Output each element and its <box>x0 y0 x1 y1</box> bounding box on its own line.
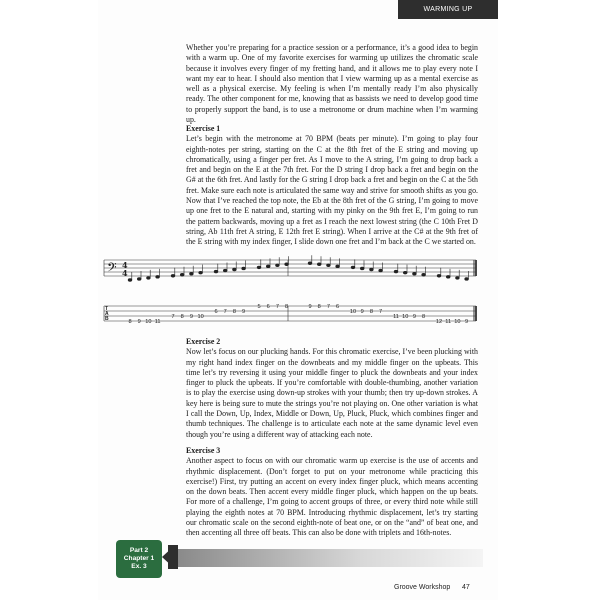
note-head <box>413 272 417 275</box>
note-head <box>317 263 321 266</box>
video-camera-body <box>168 545 178 569</box>
note-head <box>379 269 383 272</box>
tab-number: 10 <box>454 319 461 325</box>
note-head <box>456 277 460 280</box>
gradient-bar <box>178 549 483 567</box>
tab-number: 9 <box>242 309 246 315</box>
tab-number: 8 <box>422 314 426 320</box>
tab-number: 7 <box>275 304 279 310</box>
note-head <box>171 274 175 277</box>
time-signature-top: 4 <box>122 260 128 270</box>
note-head <box>214 270 218 273</box>
note-head <box>327 264 331 267</box>
exercise-2 <box>186 337 478 440</box>
tab-number: 7 <box>326 304 330 310</box>
tab-label-a: A <box>105 311 109 317</box>
note-head <box>308 262 312 265</box>
tab-number: 9 <box>360 309 364 315</box>
tab-number: 10 <box>402 314 409 320</box>
note-head <box>403 271 407 274</box>
footer-book-title: Groove Workshop <box>394 584 451 591</box>
tab-number: 6 <box>336 304 340 310</box>
exercise-1 <box>186 124 478 248</box>
exercise-3-heading: Exercise 3 <box>186 446 221 455</box>
exercise-1-heading: Exercise 1 <box>186 124 221 133</box>
tab-number: 7 <box>171 314 175 320</box>
video-reference-badge <box>116 540 162 578</box>
tab-number: 9 <box>308 304 312 310</box>
note-head <box>257 266 261 269</box>
badge-chapter: Chapter 1 <box>123 555 155 562</box>
tab-number: 8 <box>232 309 236 315</box>
tab-number: 8 <box>369 309 373 315</box>
tab-number: 11 <box>154 319 161 325</box>
note-head <box>465 278 469 281</box>
note-head <box>394 270 398 273</box>
note-head <box>128 279 132 282</box>
tab-number: 10 <box>197 314 204 320</box>
note-head <box>190 272 194 275</box>
tab-number: 7 <box>223 309 227 315</box>
note-head <box>223 269 227 272</box>
exercise-3 <box>186 446 478 539</box>
tab-label-b: B <box>105 316 109 322</box>
note-head <box>446 275 450 278</box>
tab-number: 8 <box>180 314 184 320</box>
tab-label-t: T <box>105 306 109 312</box>
tab-number: 5 <box>257 304 261 310</box>
note-head <box>180 273 184 276</box>
badge-exercise: Ex. 3 <box>131 563 147 570</box>
tab-numbers <box>128 304 468 325</box>
tab-number: 9 <box>465 319 469 325</box>
exercise-3-body: Another aspect to focus on with our chromatic warm up exercise is the use of accents and rhythmic displacement. (Don’t forget to put on your metronome while practicing this exercise!) First, try putting an accent on every index finger pluck, which means accenting on the down beats. Then accent every middle finger pluck, which happen on the up beats. For more of a challenge, I’m going to accent groups of three, or every third note while still playing the eighth notes at 70 BPM. Introducing rhythmic displacement, let’s try starting our chromatic scale on the second eighth-note of beat one, or on the “and” of beat one, and then accenting all three off beats. This can also be done with triplets and 16th-notes. <box>186 456 478 538</box>
intro-paragraph: Whether you’re preparing for a practice session or a performance, it’s a good idea to begin with a warm up. One of my favorite exercises for warming up utilizes the chromatic scale because it involves every finger of my fretting hand, and it allows me to play every note I want my ear to hear. I should also mention that I view warming up as a mental exercise as well as a physical exercise. My feeling is when I’m mentally ready I’m also physically ready. The other component for me, knowing that as bassists we need to develop good time to properly support the band, is to use a metronome or drum machine when I’m warming up. <box>186 43 478 125</box>
tab-number: 10 <box>145 319 152 325</box>
tab-number: 12 <box>435 319 443 325</box>
note-head <box>351 266 355 269</box>
tab-number: 11 <box>445 319 452 325</box>
tab-number: 7 <box>379 309 383 315</box>
note-head <box>156 275 160 278</box>
note-head <box>285 263 289 266</box>
time-signature-bottom: 4 <box>122 268 128 278</box>
tab-number: 6 <box>214 309 218 315</box>
note-head <box>147 277 151 280</box>
tab-number: 8 <box>317 304 321 310</box>
note-head <box>422 273 426 276</box>
music-notation <box>100 252 480 332</box>
note-head <box>233 268 237 271</box>
note-head <box>370 268 374 271</box>
exercise-2-heading: Exercise 2 <box>186 337 221 346</box>
bass-clef-icon: 𝄢 <box>107 260 117 278</box>
tab-number: 9 <box>137 319 141 325</box>
exercise-1-body: Let’s begin with the metronome at 70 BPM (beats per minute). I’m going to play four eighth-notes per string, starting on the C at the 8th fret of the E string and moving up chromatically, using a finger per fret. As I move to the A string, I’m going to drop back a fret and begin on the E at the 7th fret. For the D string I drop back a fret and begin on the G# at the 6th fret. And lastly for the G string I drop back a fret and begin on the C at the 5th fret. Make sure each note is articulated the same way and strive for smooth shifts as you go. Now that I’ve reached the top note, the Eb at the 8th fret of the G string, I’m going to move up one fret to the E natural and, starting with my pinky on the 9th fret E, I’m going to run the pattern backwards, moving up a fret as I reach the next lowest string (the C 10th Fret D string, Ab 11th fret A string, E 12th fret E string). When I arrive at the C# at the 9th fret of the E string with my index finger, I slide down one fret and I’m back at the C we started on. <box>186 134 478 247</box>
tab-number: 10 <box>349 309 357 315</box>
note-head <box>437 274 441 277</box>
note-head <box>199 271 203 274</box>
tab-number: 8 <box>128 319 132 325</box>
note-head <box>336 265 340 268</box>
tab-number: 9 <box>189 314 193 320</box>
staff-lines <box>104 260 476 276</box>
section-title: WARMING UP <box>423 6 473 13</box>
tab-number: 9 <box>412 314 416 320</box>
note-head <box>242 267 246 270</box>
note-head <box>266 265 270 268</box>
note-head <box>276 264 280 267</box>
badge-part: Part 2 <box>129 547 149 554</box>
tab-number: 6 <box>266 304 270 310</box>
page-number: 47 <box>462 584 470 591</box>
tab-number: 8 <box>285 304 289 310</box>
note-head <box>360 267 364 270</box>
exercise-2-body: Now let’s focus on our plucking hands. For this chromatic exercise, I’ve been plucking with my right hand index finger on the downbeats and my middle finger on the upbeats. This time let’s try reversing it using your middle finger to pluck the downbeats and your index finger to pluck the upbeats. If you’re comfortable with double-thumbing, another variation is to play the exercise using down-up strokes with your thumb; then try up-down strokes. A key here is being sure to mute the strings you’re not playing on. One other variation is what I call the Down, Up, Index, Middle or Down, Up, Pluck, Pluck, which combines finger and thumb techniques. The challenge is to articulate each note at the same dynamic level even though you’re using a different way of attacking each note. <box>186 347 478 439</box>
section-header <box>398 0 498 19</box>
tab-number: 11 <box>393 314 399 320</box>
note-head <box>137 278 141 281</box>
